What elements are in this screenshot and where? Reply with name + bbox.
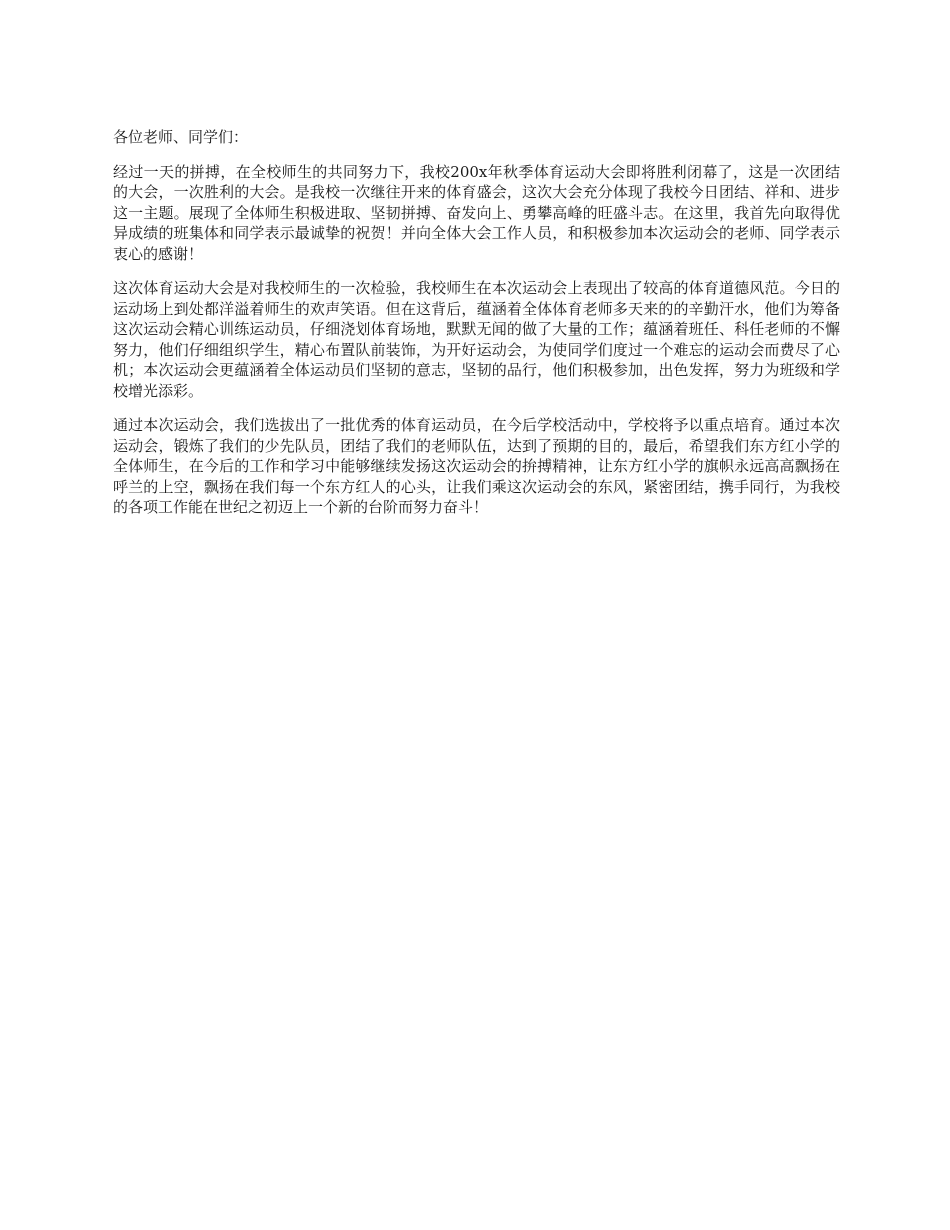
greeting-line: 各位老师、同学们： bbox=[113, 128, 249, 146]
paragraph-3: 通过本次运动会，我们选拔出了一批优秀的体育运动员，在今后学校活动中，学校将予以重点培育。通过本次运动会，锻炼了我们的少先队员，团结了我们的老师队伍，达到了预期的目的，最后，希望我们东方红小学的全体师生，在今后的工作和学习中能够继续发扬这次运动会的拚搏精神，让东方红小学的旗帜永远高高飘扬在呼兰的上空，飘扬在我们每一个东方红人的心头，让我们乘这次运动会的东风，紧密团结，携手同行，为我校的各项工作能在世纪之初迈上一个新的台阶而努力奋斗！ bbox=[113, 416, 840, 516]
document-body bbox=[113, 127, 840, 532]
paragraph-1: 经过一天的拼搏，在全校师生的共同努力下，我校200x年秋季体育运动大会即将胜利闭幕了，这是一次团结的大会，一次胜利的大会。是我校一次继往开来的体育盛会，这次大会充分体现了我校今日团结、祥和、进步这一主题。展现了全体师生积极进取、坚韧拼搏、奋发向上、勇攀高峰的旺盛斗志。在这里，我首先向取得优异成绩的班集体和同学表示最诚挚的祝贺！并向全体大会工作人员，和积极参加本次运动会的老师、同学表示衷心的感谢！ bbox=[113, 162, 840, 263]
paragraph-2: 这次体育运动大会是对我校师生的一次检验，我校师生在本次运动会上表现出了较高的体育道德风范。今日的运动场上到处都洋溢着师生的欢声笑语。但在这背后，蕴涵着全体体育老师多天来的的辛勤汗水，他们为筹备这次运动会精心训练运动员，仔细浇划体育场地，默默无闻的做了大量的工作；蕴涵着班任、科任老师的不懈努力，他们仔细组织学生，精心布置队前装饰，为开好运动会，为使同学们度过一个难忘的运动会而费尽了心机；本次运动会更蕴涵着全体运动员们坚韧的意志，坚韧的品行，他们积极参加，出色发挥，努力为班级和学校增光添彩。 bbox=[113, 279, 840, 400]
